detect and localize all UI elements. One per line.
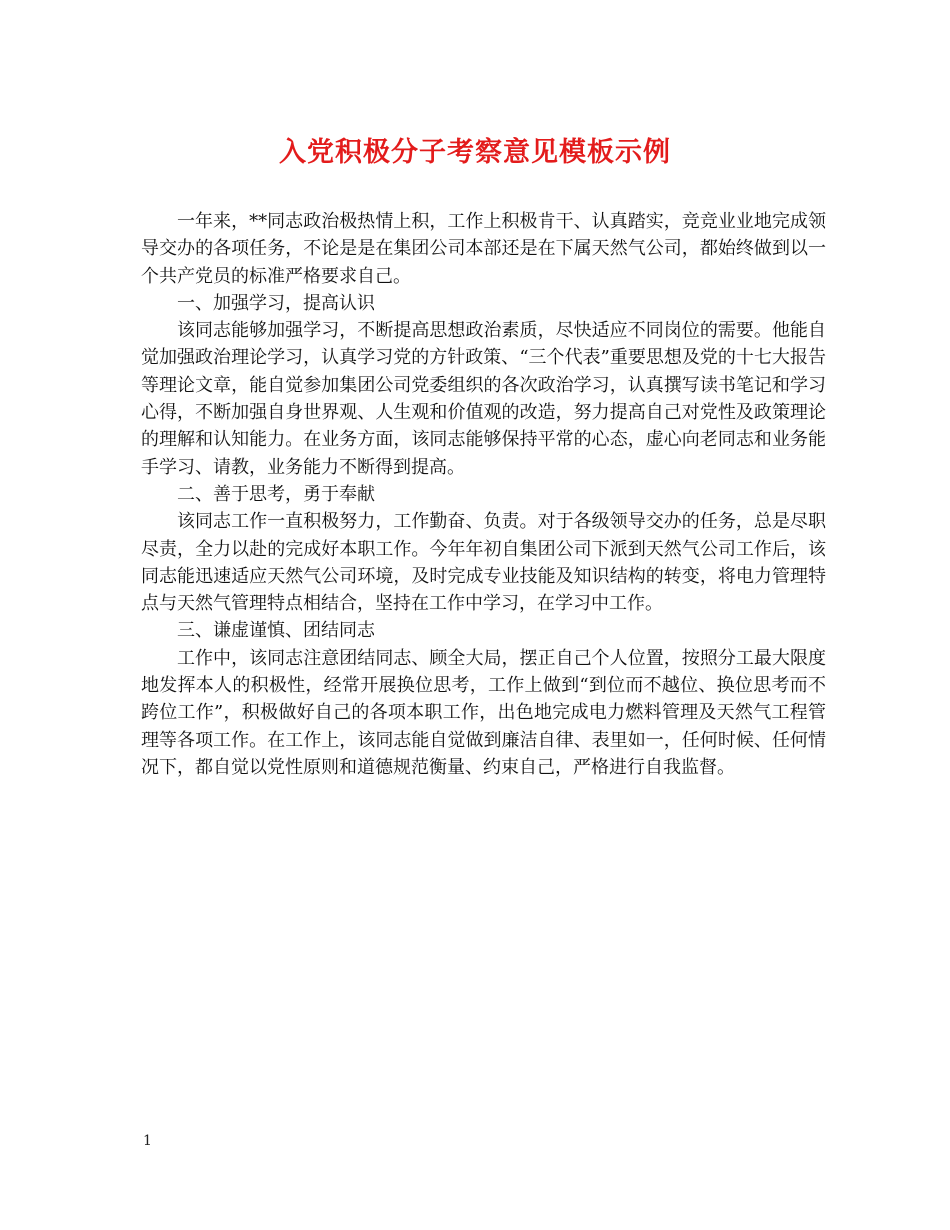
section-heading-3: 三、谦虚谨慎、团结同志 bbox=[177, 620, 375, 642]
document-body bbox=[141, 208, 826, 781]
page-number: 1 bbox=[143, 1133, 152, 1149]
paragraph-section-2: 该同志工作一直积极努力，工作勤奋、负责。对于各级领导交办的任务，总是尽职尽责，全力以赴的完成好本职工作。今年年初自集团公司下派到天然气公司工作后，该同志能迅速适应天然气公司环境，及时完成专业技能及知识结构的转变，将电力管理特点与天然气管理特点相结合，坚持在工作中学习，在学习中工作。 bbox=[141, 511, 826, 615]
section-heading-1: 一、加强学习，提高认识 bbox=[177, 292, 375, 314]
section-heading-2: 二、善于思考，勇于奉献 bbox=[177, 483, 375, 505]
paragraph-section-1: 该同志能够加强学习，不断提高思想政治素质，尽快适应不同岗位的需要。他能自觉加强政治理论学习，认真学习党的方针政策、“三个代表”重要思想及党的十七大报告等理论文章，能自觉参加集团公司党委组织的各次政治学习，认真撰写读书笔记和学习心得，不断加强自身世界观、人生观和价值观的改造，努力提高自己对党性及政策理论的理解和认知能力。在业务方面，该同志能够保持平常的心态，虚心向老同志和业务能手学习、请教，业务能力不断得到提高。 bbox=[141, 320, 826, 478]
paragraph-section-3: 工作中，该同志注意团结同志、顾全大局，摆正自己个人位置，按照分工最大限度地发挥本人的积极性，经常开展换位思考，工作上做到“到位而不越位、换位思考而不跨位工作”，积极做好自己的各项本职工作，出色地完成电力燃料管理及天然气工程管理等各项工作。在工作上，该同志能自觉做到廉洁自律、表里如一，任何时候、任何情况下，都自觉以党性原则和道德规范衡量、约束自己，严格进行自我监督。 bbox=[141, 647, 826, 778]
page-title: 入党积极分子考察意见模板示例 bbox=[279, 137, 671, 168]
paragraph-intro: 一年来，**同志政治极热情上积，工作上积极肯干、认真踏实，竞竞业业地完成领导交办的各项任务，不论是是在集团公司本部还是在下属天然气公司，都始终做到以一个共产党员的标准严格要求自己。 bbox=[141, 211, 826, 287]
